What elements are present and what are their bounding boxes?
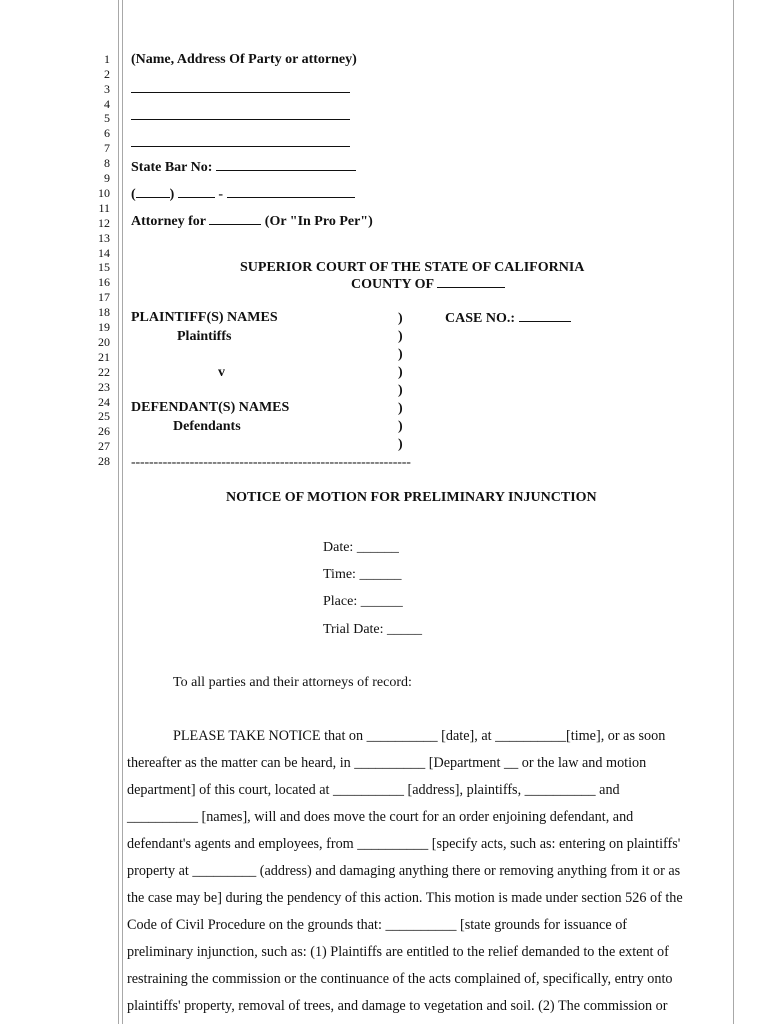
line-number: 22 <box>98 365 110 379</box>
line-number: 12 <box>98 216 110 230</box>
address-line[interactable] <box>131 146 350 147</box>
case-no-field[interactable] <box>519 321 571 322</box>
line-number: 27 <box>98 439 110 453</box>
state-bar-label: State Bar No: <box>131 160 216 175</box>
salutation: To all parties and their attorneys of record: <box>173 675 412 690</box>
line-number: 2 <box>104 67 110 81</box>
body-line: PLEASE TAKE NOTICE that on __________ [date], at __________[time], or as soon <box>173 728 666 744</box>
body-line: preliminary injunction, such as: (1) Plaintiffs are entitled to the relief demanded to the extent of <box>127 944 669 960</box>
plaintiffs-names: PLAINTIFF(S) NAMES <box>131 310 278 325</box>
plaintiffs-label: Plaintiffs <box>177 329 232 344</box>
line-number: 11 <box>98 201 110 215</box>
phone-row <box>131 187 355 203</box>
line-number: 4 <box>104 97 110 111</box>
attorney-for-field[interactable] <box>209 224 261 225</box>
line-number: 7 <box>104 141 110 155</box>
case-no-label: CASE NO.: <box>445 311 519 326</box>
county-label: COUNTY OF <box>351 277 438 292</box>
state-bar-row <box>131 160 356 176</box>
body-line: thereafter as the matter can be heard, in __________ [Department __ or the law and motion <box>127 755 647 771</box>
body-line: the case may be] during the pendency of this action. This motion is made under section 526 of the <box>127 890 683 906</box>
county-row <box>351 277 505 293</box>
caption-paren: ) <box>398 329 403 344</box>
caption-paren: ) <box>398 365 403 380</box>
body-line: department] of this court, located at __________ [address], plaintiffs, __________ and <box>127 782 620 798</box>
attorney-for-label: Attorney for <box>131 214 210 229</box>
line-number: 18 <box>98 305 110 319</box>
line-number: 23 <box>98 380 110 394</box>
body-line: Code of Civil Procedure on the grounds that: __________ [state grounds for issuance of <box>127 917 628 933</box>
trial-date: Trial Date: _____ <box>323 622 423 637</box>
notice-title: NOTICE OF MOTION FOR PRELIMINARY INJUNCTION <box>226 490 597 505</box>
phone-close-paren: ) <box>169 187 178 202</box>
line-number: 10 <box>98 186 110 200</box>
caption-paren: ) <box>398 383 403 398</box>
defendants-names: DEFENDANT(S) NAMES <box>131 400 290 415</box>
in-pro-per-label: (Or "In Pro Per") <box>261 214 373 229</box>
hearing-date: Date: ______ <box>323 540 399 555</box>
defendants-label: Defendants <box>173 419 241 434</box>
line-number: 24 <box>98 395 110 409</box>
line-number: 14 <box>98 246 110 260</box>
body-line: __________ [names], will and does move the court for an order enjoining defendant, and <box>127 809 634 825</box>
phone-number-field[interactable] <box>227 197 355 198</box>
line-number: 25 <box>98 409 110 423</box>
line-number: 5 <box>104 111 110 125</box>
address-line[interactable] <box>131 92 350 93</box>
hearing-time: Time: ______ <box>323 567 402 582</box>
caption-paren: ) <box>398 437 403 452</box>
address-line[interactable] <box>131 119 350 120</box>
line-number: 13 <box>98 231 110 245</box>
party-label: (Name, Address Of Party or attorney) <box>131 52 357 67</box>
line-number: 6 <box>104 126 110 140</box>
left-margin-rule-inner <box>122 0 123 1024</box>
versus-label: v <box>218 365 225 380</box>
line-number: 15 <box>98 260 110 274</box>
state-bar-field[interactable] <box>216 170 356 171</box>
area-code-field[interactable] <box>136 197 170 198</box>
line-number: 28 <box>98 454 110 468</box>
line-number: 8 <box>104 156 110 170</box>
body-line: restraining the commission or the continuance of the acts complained of, specifically, entry onto <box>127 971 673 987</box>
line-number: 19 <box>98 320 110 334</box>
line-number: 1 <box>104 52 110 66</box>
case-no-row <box>445 311 571 327</box>
line-number: 17 <box>98 290 110 304</box>
body-line: property at _________ (address) and damaging anything there or removing anything from it or as <box>127 863 681 879</box>
phone-dash: - <box>214 187 227 202</box>
county-field[interactable] <box>437 287 505 288</box>
line-number: 16 <box>98 275 110 289</box>
caption-paren: ) <box>398 311 403 326</box>
caption-paren: ) <box>398 419 403 434</box>
body-line: defendant's agents and employees, from __________ [specify acts, such as: entering on plaintiffs' <box>127 836 681 852</box>
caption-paren: ) <box>398 347 403 362</box>
caption-paren: ) <box>398 401 403 416</box>
line-number: 20 <box>98 335 110 349</box>
line-number: 26 <box>98 424 110 438</box>
body-line: plaintiffs' property, removal of trees, and damage to vegetation and soil. (2) The commission or <box>127 998 668 1014</box>
hearing-place: Place: ______ <box>323 594 403 609</box>
caption-divider: -------------------------------------------------------------- <box>131 455 411 470</box>
right-margin-rule <box>733 0 734 1024</box>
phone-open-paren: ( <box>131 187 136 202</box>
line-number: 9 <box>104 171 110 185</box>
attorney-for-row <box>131 214 373 230</box>
phone-prefix-field[interactable] <box>178 197 215 198</box>
left-margin-rule <box>118 0 119 1024</box>
line-number: 21 <box>98 350 110 364</box>
line-number: 3 <box>104 82 110 96</box>
court-title: SUPERIOR COURT OF THE STATE OF CALIFORNIA <box>240 260 585 275</box>
